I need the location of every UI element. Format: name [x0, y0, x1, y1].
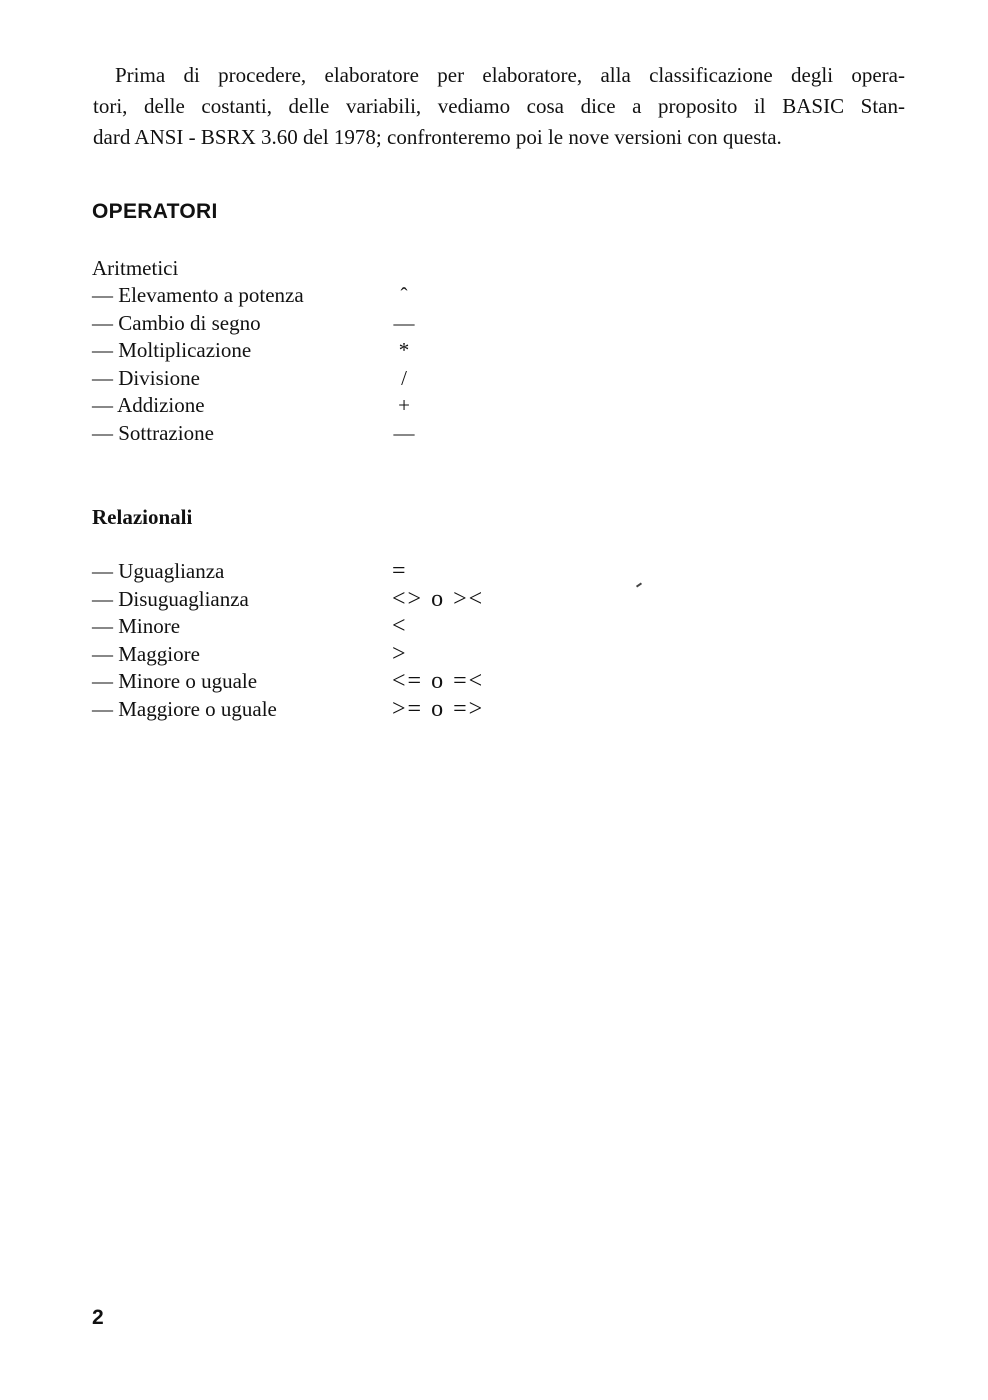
operator-name: — Minore o uguale: [92, 669, 258, 694]
intro-paragraph: [93, 60, 905, 153]
operator-name: — Elevamento a potenza: [92, 283, 304, 307]
operator-name: — Divisione: [92, 365, 200, 390]
operator-symbol: +: [398, 393, 410, 418]
operator-name: — Maggiore o uguale: [92, 696, 277, 721]
section-title: OPERATORI: [92, 200, 218, 223]
operator-name: — Maggiore: [92, 641, 200, 666]
operator-name: — Addizione: [92, 393, 205, 418]
scan-speck: [636, 582, 642, 587]
intro-line: dard ANSI - BSRX 3.60 del 1978; confronteremo poi le nove versioni con questa.: [93, 125, 782, 149]
intro-line: tori, delle costanti, delle variabili, vediamo cosa dice a proposito il BASIC Stan-: [93, 94, 905, 118]
operator-symbol: <= o =<: [392, 668, 485, 695]
operator-name: — Uguaglianza: [92, 559, 225, 583]
operator-symbol: =: [392, 558, 408, 584]
operator-name: — Moltiplicazione: [92, 338, 252, 363]
operator-name: — Sottrazione: [92, 420, 214, 445]
operator-symbol: —: [393, 310, 415, 335]
operator-symbol: ˆ: [400, 283, 408, 307]
relational-heading: Relazionali: [92, 505, 193, 529]
operator-symbol: *: [398, 338, 410, 363]
operator-symbol: >= o =>: [392, 695, 485, 722]
operator-symbol: —: [393, 420, 415, 445]
operator-symbol: <: [392, 613, 408, 640]
operator-name: — Cambio di segno: [92, 310, 261, 335]
intro-line: Prima di procedere, elaboratore per elaboratore, alla classificazione degli opera-: [115, 63, 905, 87]
operator-symbol: /: [401, 365, 407, 390]
operator-name: — Minore: [92, 614, 181, 639]
page-number: 2: [92, 1306, 104, 1329]
arithmetic-heading: Aritmetici: [92, 256, 179, 280]
operator-name: — Disuguaglianza: [92, 586, 249, 611]
operator-symbol: <> o ><: [392, 585, 485, 612]
operator-symbol: >: [392, 640, 408, 667]
